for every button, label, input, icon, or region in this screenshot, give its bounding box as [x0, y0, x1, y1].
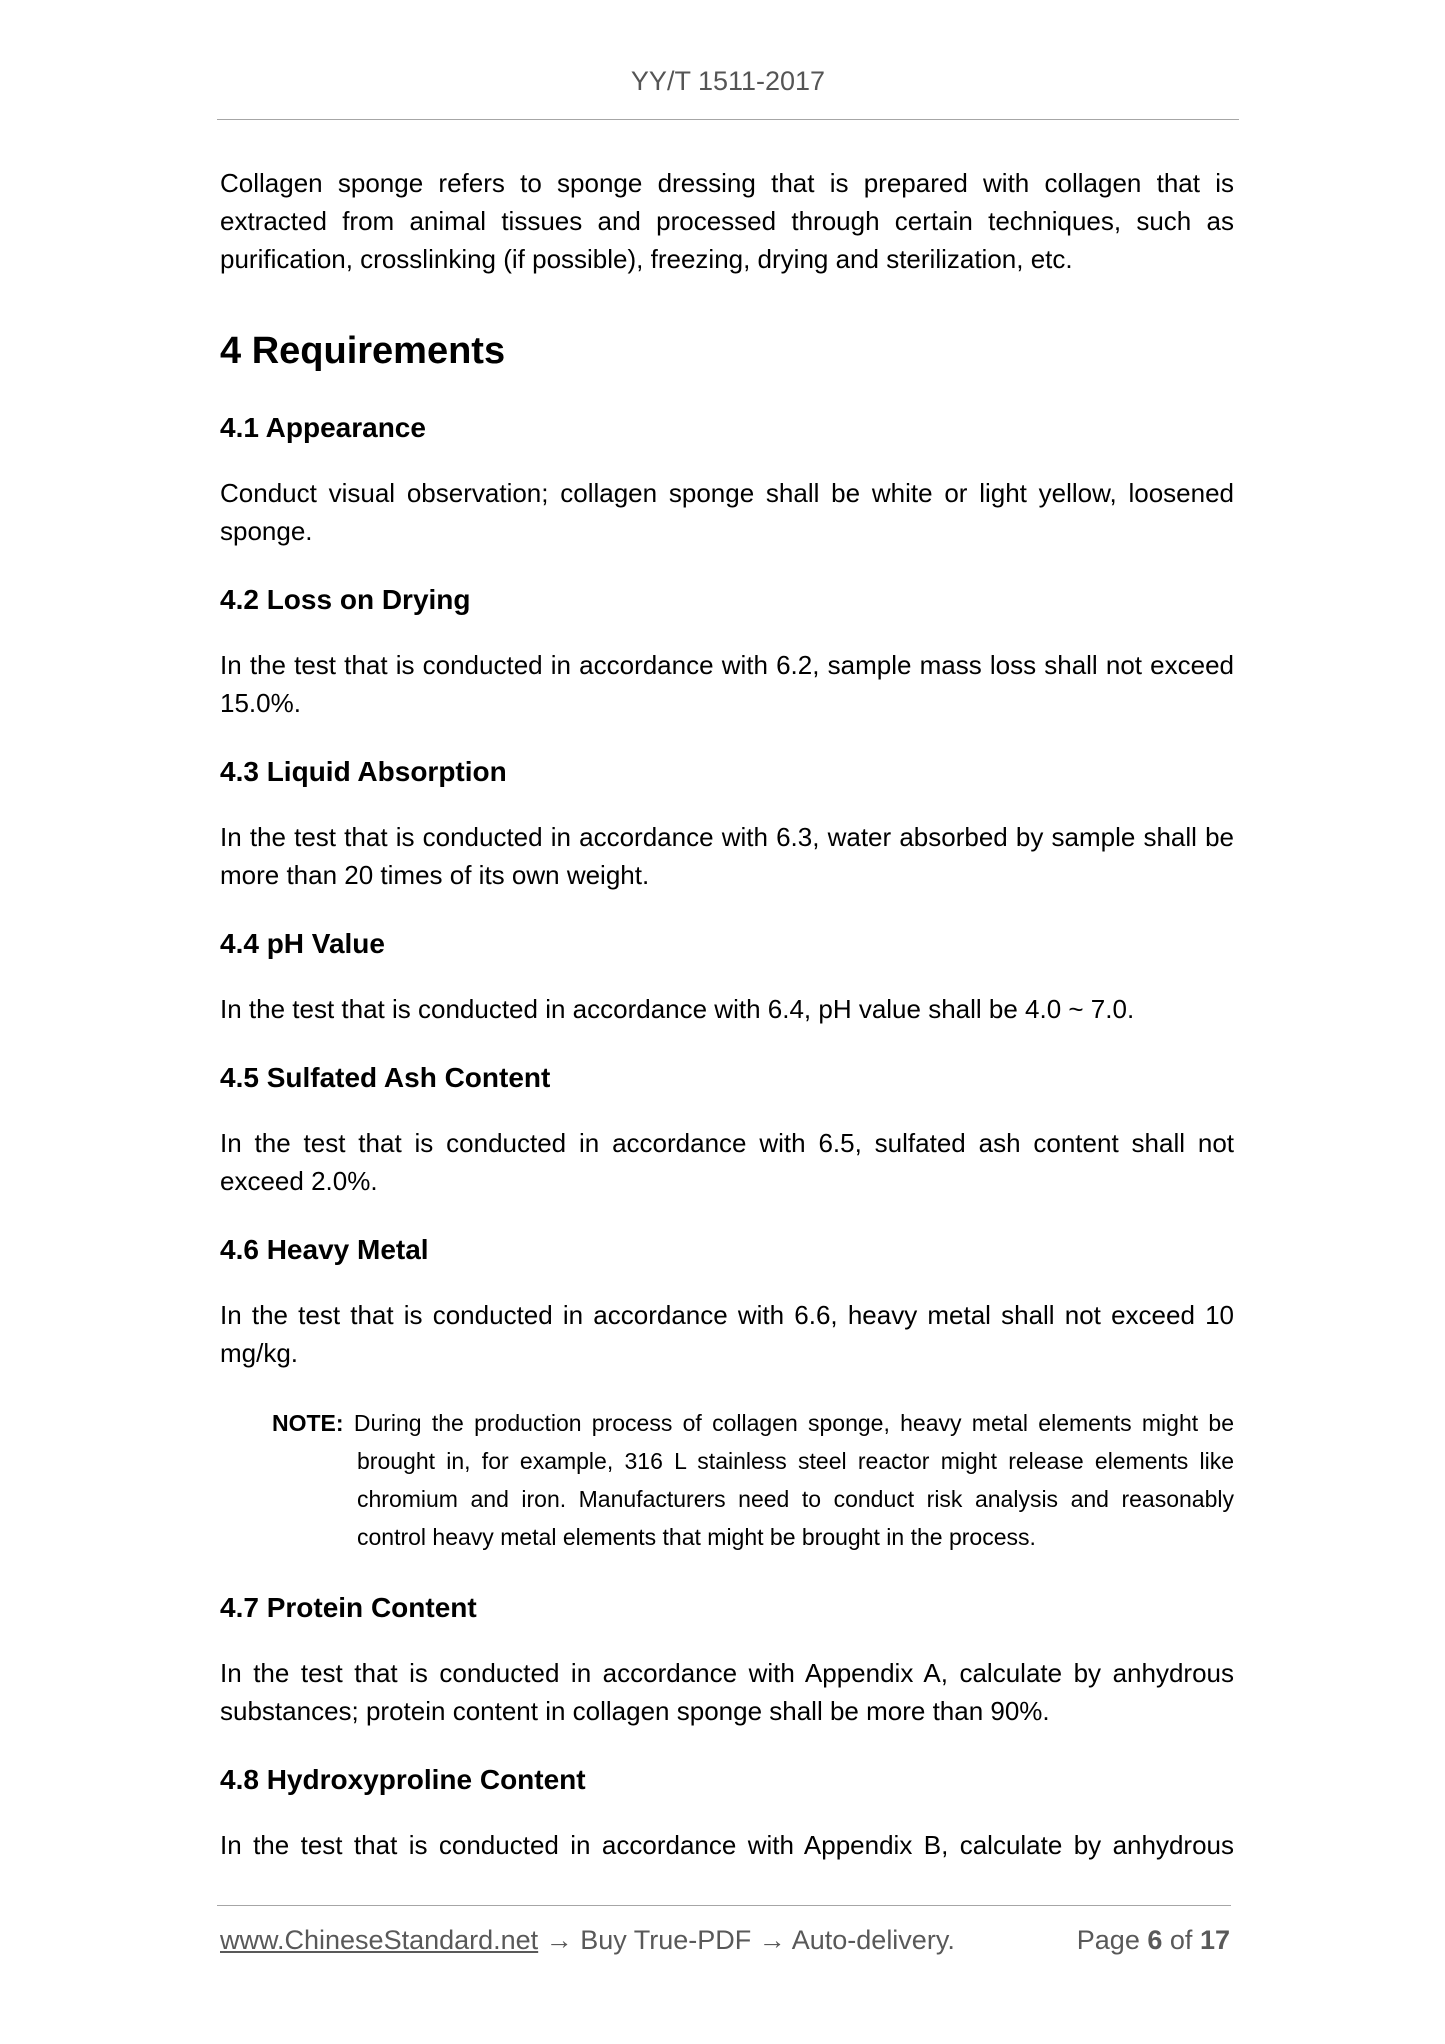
subsection-text: In the test that is conducted in accordance with 6.5, sulfated ash content shall not exceed 2.0%. — [220, 1128, 1234, 1196]
note-label: NOTE: — [272, 1410, 344, 1436]
subsection-4-6 — [220, 1232, 1234, 1556]
subsection-4-4 — [220, 926, 1234, 1028]
subsection-text: In the test that is conducted in accordance with 6.2, sample mass loss shall not exceed 15.0%. — [220, 650, 1234, 718]
subsection-text: Conduct visual observation; collagen sponge shall be white or light yellow, loosened sponge. — [220, 478, 1234, 546]
page-label: Page — [1076, 1925, 1140, 1955]
footer-tagline: → Buy True-PDF → Auto-delivery. — [538, 1925, 955, 1955]
subsection-heading: 4.3 Liquid Absorption — [220, 756, 507, 787]
subsection-4-3 — [220, 754, 1234, 894]
subsection-4-2 — [220, 582, 1234, 722]
subsection-4-1 — [220, 410, 1234, 550]
subsection-text: In the test that is conducted in accordance with Appendix A, calculate by anhydrous substances; protein content in collagen sponge shall be more than 90%. — [220, 1658, 1234, 1726]
website-link[interactable]: www.ChineseStandard.net — [220, 1925, 539, 1955]
subsection-heading: 4.8 Hydroxyproline Content — [220, 1764, 586, 1795]
page-of: of — [1169, 1925, 1193, 1955]
subsection-heading: 4.1 Appearance — [220, 412, 426, 443]
header-divider — [217, 119, 1239, 120]
subsection-text: In the test that is conducted in accordance with Appendix B, calculate by anhydrous — [220, 1830, 1234, 1860]
subsection-text: In the test that is conducted in accordance with 6.6, heavy metal shall not exceed 10 mg/kg. — [220, 1300, 1234, 1368]
note-text: During the production process of collagen sponge, heavy metal elements might be brought in, for example, 316 L stainless steel reactor might release elements like chromium and iron. Manufacturers need to conduct risk analysis and reasonably control heavy metal elements that might be brought in the process. — [353, 1410, 1235, 1550]
subsection-4-5 — [220, 1060, 1234, 1200]
subsection-heading: 4.5 Sulfated Ash Content — [220, 1062, 551, 1093]
subsection-4-7 — [220, 1590, 1234, 1730]
subsection-heading: 4.4 pH Value — [220, 928, 385, 959]
footer-divider — [217, 1905, 1231, 1906]
intro-paragraph: Collagen sponge refers to sponge dressing that is prepared with collagen that is extracted from animal tissues and processed through certain techniques, such as purification, crosslinking (if possible), freezing, drying and sterilization, etc. — [220, 168, 1234, 274]
subsection-text: In the test that is conducted in accordance with 6.3, water absorbed by sample shall be more than 20 times of its own weight. — [220, 822, 1234, 890]
subsection-heading: 4.7 Protein Content — [220, 1592, 477, 1623]
subsection-heading: 4.2 Loss on Drying — [220, 584, 471, 615]
page-current: 6 — [1147, 1925, 1163, 1955]
subsection-4-8 — [220, 1762, 1234, 1864]
page-header: YY/T 1511-2017 — [630, 66, 826, 96]
subsection-heading: 4.6 Heavy Metal — [220, 1234, 429, 1265]
subsection-text: In the test that is conducted in accordance with 6.4, pH value shall be 4.0 ~ 7.0. — [220, 994, 1135, 1024]
note-block — [272, 1404, 1234, 1556]
document-body — [220, 164, 1234, 1864]
section-heading: 4 Requirements — [220, 330, 506, 372]
page-number — [1077, 1925, 1230, 1956]
page-total: 17 — [1199, 1925, 1230, 1955]
page-footer — [220, 1925, 1230, 1956]
